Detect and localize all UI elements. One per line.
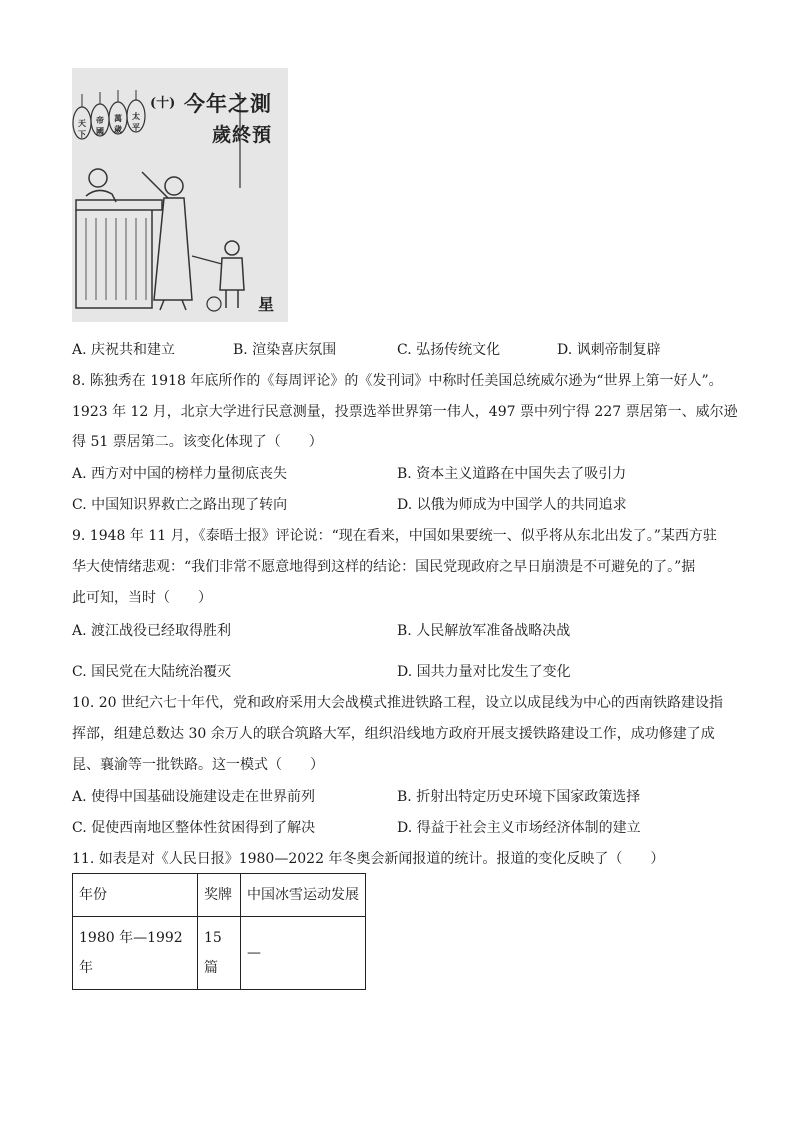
- cartoon-panel-number: (十): [150, 96, 176, 111]
- cartoon-headline-2: 歲終預: [212, 124, 273, 146]
- table-header-row: [73, 874, 366, 917]
- q9-stem-line-3: 此可知，当时（ ）: [72, 590, 212, 606]
- q7-option-a: A. 庆祝共和建立: [72, 342, 176, 358]
- q9-option-a: A. 渡江战役已经取得胜利: [72, 623, 232, 639]
- q10-option-c: C. 促使西南地区整体性贫困得到了解决: [72, 820, 316, 836]
- q8-option-a: A. 西方对中国的榜样力量彻底丧失: [72, 466, 288, 482]
- q10-option-b: B. 折射出特定历史环境下国家政策选择: [397, 789, 641, 805]
- q9-option-d: D. 国共力量对比发生了变化: [397, 664, 571, 680]
- lantern-label-1: 天下: [78, 118, 86, 139]
- q9-option-b: B. 人民解放军准备战略决战: [397, 623, 571, 639]
- q11-statistics-table: [72, 873, 366, 990]
- q8-stem-line-1: 8. 陈独秀在 1918 年底所作的《每周评论》的《发刊词》中称时任美国总统威尔逊为“世界上第一好人”。: [72, 373, 723, 389]
- q10-option-a: A. 使得中国基础设施建设走在世界前列: [72, 789, 316, 805]
- q7-option-b: B. 渲染喜庆氛围: [233, 342, 337, 358]
- cartoon-headline-1: 今年之測: [184, 91, 272, 116]
- table-header-year: 年份: [73, 874, 198, 917]
- q8-option-c: C. 中国知识界救亡之路出现了转向: [72, 497, 288, 513]
- q10-stem-line-1: 10. 20 世纪六七十年代，党和政府采用大会战模式推进铁路工程，设立以成昆线为中心的西南铁路建设指: [72, 695, 723, 711]
- q11-stem-line-1: 11. 如表是对《人民日报》1980—2022 年冬奥会新闻报道的统计。报道的变化反映了（ ）: [72, 851, 665, 867]
- q7-option-d: D. 讽刺帝制复辟: [557, 342, 661, 358]
- q10-option-d: D. 得益于社会主义市场经济体制的建立: [397, 820, 641, 836]
- table-cell-year: 1980 年—1992 年: [73, 917, 198, 990]
- lantern-label-2: 帝國: [96, 115, 104, 136]
- cartoon-signature: 星: [258, 295, 275, 314]
- q10-stem-line-3: 昆、襄渝等一批铁路。这一模式（ ）: [72, 757, 324, 773]
- q9-stem-line-1: 9. 1948 年 11 月，《泰晤士报》评论说：“现在看来，中国如果要统一、似乎将从东北出发了。”某西方驻: [72, 528, 717, 544]
- table-cell-medal: 15 篇: [198, 917, 241, 990]
- q8-stem-line-2: 1923 年 12 月，北京大学进行民意测量，投票选举世界第一伟人，497 票中列宁得 227 票居第一、威尔逊: [72, 404, 738, 420]
- q8-option-b: B. 资本主义道路在中国失去了吸引力: [397, 466, 627, 482]
- table-cell-development: —: [241, 917, 366, 990]
- cartoon-figure: [72, 68, 288, 322]
- q8-option-d: D. 以俄为师成为中国学人的共同追求: [397, 497, 627, 513]
- q7-option-c: C. 弘扬传统文化: [397, 342, 501, 358]
- q9-stem-line-2: 华大使情绪悲观：“我们非常不愿意地得到这样的结论：国民党现政府之早日崩溃是不可避免的了。”据: [72, 559, 696, 575]
- table-header-development: 中国冰雪运动发展: [241, 874, 366, 917]
- q9-option-c: C. 国民党在大陆统治覆灭: [72, 664, 232, 680]
- table-row: [73, 917, 366, 990]
- lantern-label-4: 太平: [132, 111, 140, 132]
- table-header-medal: 奖牌: [198, 874, 241, 917]
- q10-stem-line-2: 挥部，组建总数达 30 余万人的联合筑路大军，组织沿线地方政府开展支援铁路建设工作，成功修建了成: [72, 726, 715, 742]
- q8-stem-line-3: 得 51 票居第二。该变化体现了（ ）: [72, 434, 323, 450]
- lantern-label-3: 萬歲: [114, 113, 122, 134]
